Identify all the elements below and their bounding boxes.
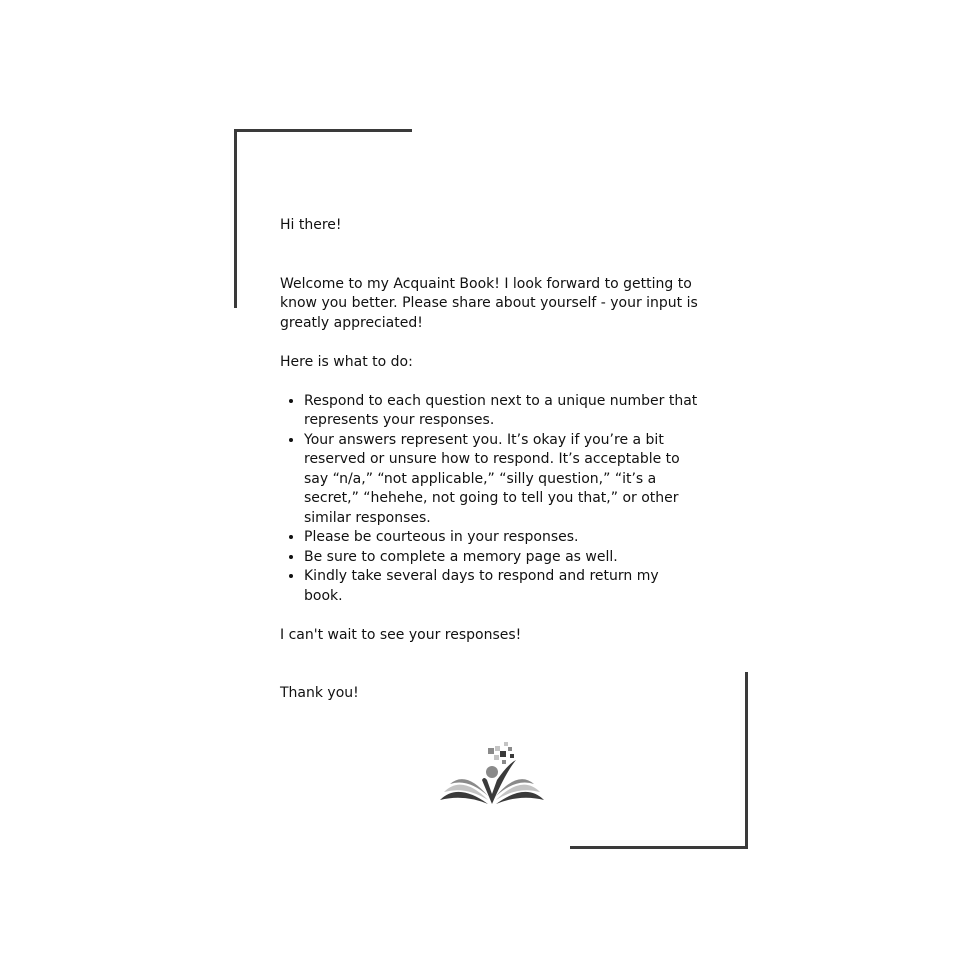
instruction-item: • Kindly take several days to respond and return my book. bbox=[304, 567, 700, 606]
instruction-item: • Be sure to complete a memory page as well. bbox=[304, 548, 700, 568]
bottom-right-bracket-horizontal bbox=[570, 846, 748, 849]
top-left-bracket-horizontal bbox=[234, 129, 412, 132]
instruction-item: • Respond to each question next to a unique number that represents your responses. bbox=[304, 392, 700, 431]
welcome-letter bbox=[280, 216, 700, 704]
instruction-item: • Your answers represent you. It’s okay if you’re a bit reserved or unsure how to respond. It’s acceptable to say “n/a,” “not applicable,” “silly question,” “it’s a secret,” “hehehe, not going to tell you that,” or other similar responses. bbox=[304, 431, 700, 529]
closing-line: I can't wait to see your responses! bbox=[280, 626, 522, 643]
instructions-list bbox=[280, 392, 700, 607]
instructions-heading: Here is what to do: bbox=[280, 353, 413, 370]
open-book-reader-icon bbox=[438, 742, 546, 808]
bottom-right-bracket-vertical bbox=[745, 672, 748, 849]
top-left-bracket-vertical bbox=[234, 129, 237, 308]
instruction-item: • Please be courteous in your responses. bbox=[304, 528, 700, 548]
signoff: Thank you! bbox=[280, 685, 359, 701]
welcome-paragraph: Welcome to my Acquaint Book! I look forward to getting to know you better. Please share about yourself - your input is greatly appreciated! bbox=[280, 275, 698, 331]
greeting: Hi there! bbox=[280, 217, 342, 233]
